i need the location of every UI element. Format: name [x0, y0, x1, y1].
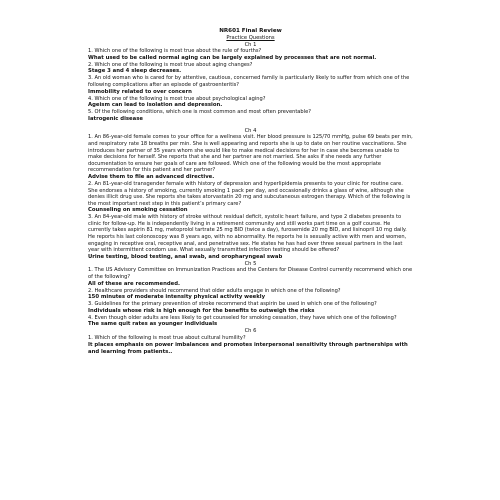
- question: 1. Which of the following is most true about cultural humility?: [88, 335, 246, 341]
- answer: Counseling on smoking cessation: [88, 207, 188, 214]
- question: 1. The US Advisory Committee on Immunization Practices and the Centers for Disease Control currently recommend which one of the following?: [88, 267, 413, 281]
- question: 3. An 84-year-old male with history of stroke without residual deficit, systolic heart failure, and type 2 diabetes presents to clinic for follow-up. He is independently living in a retirement community and still works part time on a golf course. He currently takes aspirin 81 mg, metoprolol tartrate 25 mg BID (twice a day), furosemide 20 mg BID, and lisinopril 10 mg daily. He reports his last colonoscopy was 8 years ago, with no abnormality. He reports he is sexually active with men and women, engaging in receptive oral, receptive anal, and penetrative sex. He states he has had over three sexual partners in the last year with intermittent condom use. What sexually transmitted infection testing should be offered?: [88, 214, 407, 254]
- question: 2. Healthcare providers should recommend that older adults engage in which one of the following?: [88, 287, 341, 294]
- answer: What used to be called normal aging can be largely explained by processes that are not normal.: [88, 54, 377, 61]
- answer: All of these are recommended.: [88, 280, 181, 287]
- chapter-heading: Ch 4: [244, 127, 257, 134]
- document-title: NR601 Final Review: [219, 28, 282, 34]
- question: 2. Which one of the following is most true about aging changes?: [88, 61, 253, 68]
- section-ch5: [88, 261, 413, 329]
- chapter-heading: Ch 6: [244, 328, 257, 335]
- answer: Stage 3 and 4 sleep decreases.: [88, 68, 182, 75]
- section-ch4: [88, 128, 413, 261]
- question: 5. Of the following conditions, which one is most common and most often preventable?: [88, 109, 311, 116]
- answer: 150 minutes of moderate intensity physical activity weekly: [88, 294, 266, 301]
- question: 3. Guidelines for the primary prevention of stroke recommend that aspirin be used in which one of the following?: [88, 301, 377, 308]
- answer: Ageism can lead to isolation and depression.: [88, 102, 223, 109]
- chapter-heading: Ch 1: [244, 41, 257, 48]
- question: 1. An 86-year-old female comes to your office for a wellness visit. Her blood pressure is 125/70 mmHg, pulse 69 beats per min, and respiratory rate 18 breaths per min. She is well appearing and reports she is up to date on her routine vaccinations. She introduces her partner of 35 years whom she would like to make medical decisions for her in case she becomes unable to make decisions for herself. She reports that she and her partner are not married. She asks if she needs any further documentation to ensure her goals of care are followed. Which one of the following would be the most appropriate recommendation for this patient and her partner?: [88, 134, 413, 174]
- document-page: [88, 28, 413, 356]
- question: 3. An old woman who is cared for by attentive, cautious, concerned family is particularly likely to suffer from which one of the following complications after an episode of gastroenteritis?: [88, 75, 410, 88]
- answer: Urine testing, blood testing, anal swab, and oropharyngeal swab: [88, 253, 283, 260]
- answer: The same quit rates as younger individuals: [88, 321, 218, 328]
- answer: Iatrogenic disease: [88, 115, 143, 122]
- answer: It places emphasis on power imbalances and promotes interpersonal sensitivity through partnerships with and learning from patients..: [88, 341, 408, 355]
- answer: Immobility related to over concern: [88, 88, 192, 95]
- question: 4. Even though older adults are less likely to get counseled for smoking cessation, they have which one of the following?: [88, 314, 397, 321]
- section-ch6: [88, 328, 413, 355]
- section-ch1: [88, 42, 413, 123]
- question: 2. An 81-year-old transgender female with history of depression and hyperlipidemia presents to your clinic for routine care. She endorses a history of smoking, currently smoking 1 pack per day, and occasionally drinks a glass of wine, although she denies illicit drug use. She reports she takes atorvastatin 20 mg and subcutaneous estrogen therapy. Which of the following is the most important next step in this patient’s primary care?: [88, 180, 411, 207]
- chapter-heading: Ch 5: [244, 260, 257, 267]
- question: 4. Which one of the following is most true about psychological aging?: [88, 95, 266, 102]
- question: 1. Which one of the following is most true about the rule of fourths?: [88, 48, 262, 55]
- document-subtitle: Practice Questions: [226, 35, 275, 41]
- answer: Individuals whose risk is high enough for the benefits to outweigh the risks: [88, 307, 315, 314]
- answer: Advise them to file an advanced directive.: [88, 173, 215, 180]
